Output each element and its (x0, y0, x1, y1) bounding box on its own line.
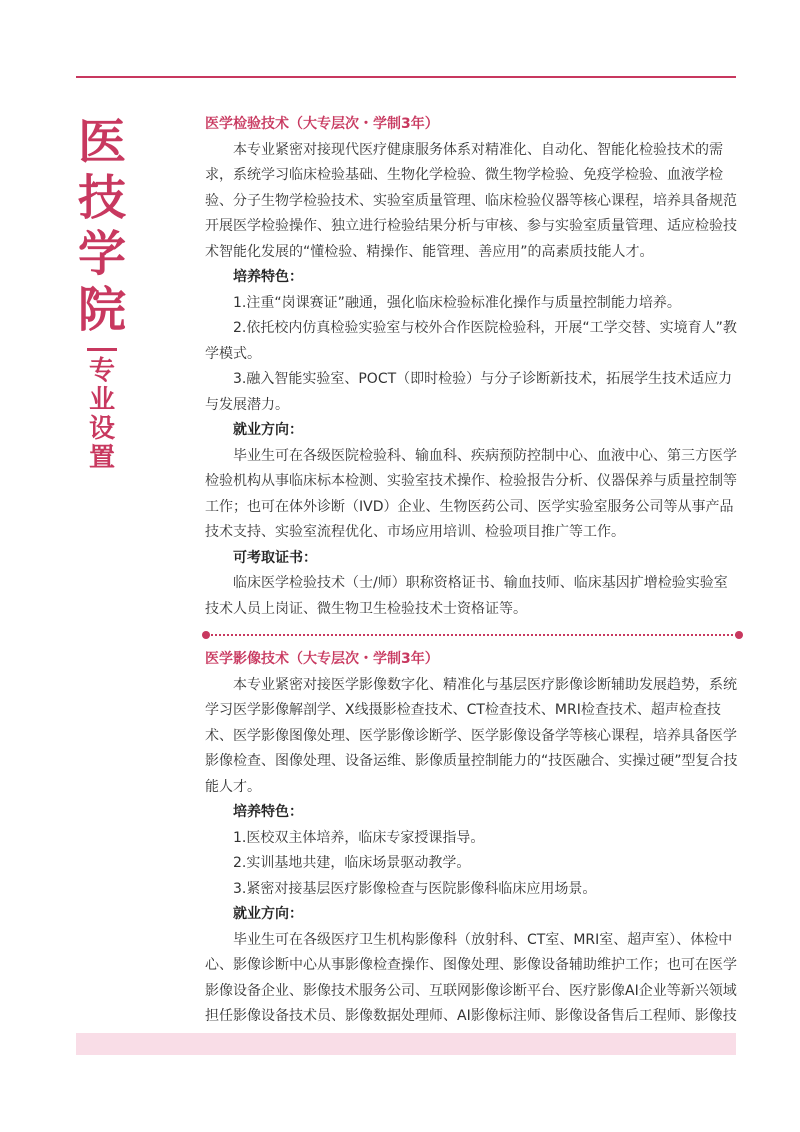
title-char: 学 (77, 226, 126, 282)
title-char: 技 (77, 170, 126, 226)
section-intro: 本专业紧密对接医学影像数字化、精准化与基层医疗影像诊断辅助发展趋势，系统学习医学影像解剖学、X线摄影检查技术、CT检查技术、MRI检查技术、超声检查技术、医学影像图像处理、医学影像诊断学、医学影像设备学等核心课程，培养具备医学影像检查、图像处理、设备运维、影像质量控制能力的“技医融合、实操过硬”型复合技能人才。 (205, 676, 738, 795)
features-heading: 培养特色： (233, 804, 303, 820)
feature-item: 2.实训基地共建，临床场景驱动教学。 (233, 855, 471, 871)
college-name (78, 114, 126, 338)
feature-item: 3.融入智能实验室、POCT（即时检验）与分子诊断新技术，拓展学生技术适应力与发展潜力。 (205, 371, 733, 413)
divider-dot (735, 631, 743, 639)
footer-band (76, 1033, 736, 1055)
feature-item: 1.医校双主体培养，临床专家授课指导。 (233, 829, 485, 846)
divider-dot (202, 631, 210, 639)
section-title: 医学检验技术（大专层次・学制3年） (205, 116, 439, 132)
divider-line (204, 634, 737, 636)
vertical-title (74, 114, 130, 473)
label-char: 设 (88, 414, 115, 444)
section-label (89, 357, 115, 473)
section-title: 医学影像技术（大专层次・学制3年） (205, 651, 439, 667)
section-intro: 本专业紧密对接现代医疗健康服务体系对精准化、自动化、智能化检验技术的需求，系统学习临床检验基础、生物化学检验、微生物学检验、免疫学检验、血液学检验、分子生物学检验技术、实验室质量管理、临床检验仪器等核心课程，培养具备规范开展医学检验操作、独立进行检验结果分析与审核、参与实验室质量管理、适应检验技术智能化发展的“懂检验、精操作、能管理、善应用”的高素质技能人才。 (205, 141, 737, 260)
label-char: 专 (88, 356, 115, 386)
top-rule (76, 76, 736, 78)
section-divider (204, 625, 737, 645)
feature-item: 3.紧密对接基层医疗影像检查与医院影像科临床应用场景。 (233, 880, 597, 897)
career-heading: 就业方向： (233, 906, 303, 922)
cert-text: 临床医学检验技术（士/师）职称资格证书、输血技师、临床基因扩增检验实验室技术人员上岗证、微生物卫生检验技术士资格证等。 (205, 575, 728, 617)
title-dash (87, 348, 117, 351)
label-char: 置 (88, 443, 115, 473)
career-heading: 就业方向： (233, 422, 303, 438)
title-char: 医 (77, 114, 126, 170)
feature-item: 2.依托校内仿真检验实验室与校外合作医院检验科，开展“工学交替、实境育人”教学模式。 (205, 320, 737, 362)
career-text: 毕业生可在各级医院检验科、输血科、疾病预防控制中心、血液中心、第三方医学检验机构从事临床标本检测、实验室技术操作、检验报告分析、仪器保养与质量控制等工作；也可在体外诊断（IVD）企业、生物医药公司、医学实验室服务公司等从事产品技术支持、实验室流程优化、市场应用培训、检验项目推广等工作。 (205, 447, 737, 540)
main-content (205, 112, 740, 1055)
career-text: 毕业生可在各级医疗卫生机构影像科（放射科、CT室、MRI室、超声室）、体检中心、影像诊断中心从事影像检查操作、图像处理、影像设备辅助维护工作；也可在医学影像设备企业、影像技术服务公司、互联网影像诊断平台、医疗影像AI企业等新兴领域担任影像设备技术员、影像数据处理师、AI影像标注师、影像设备售后工程师、影像技 (205, 931, 737, 1024)
cert-heading: 可考取证书： (233, 549, 317, 566)
title-char: 院 (77, 282, 126, 338)
features-heading: 培养特色： (233, 269, 303, 285)
feature-item: 1.注重“岗课赛证”融通，强化临床检验标准化操作与质量控制能力培养。 (233, 294, 681, 311)
label-char: 业 (88, 385, 115, 415)
